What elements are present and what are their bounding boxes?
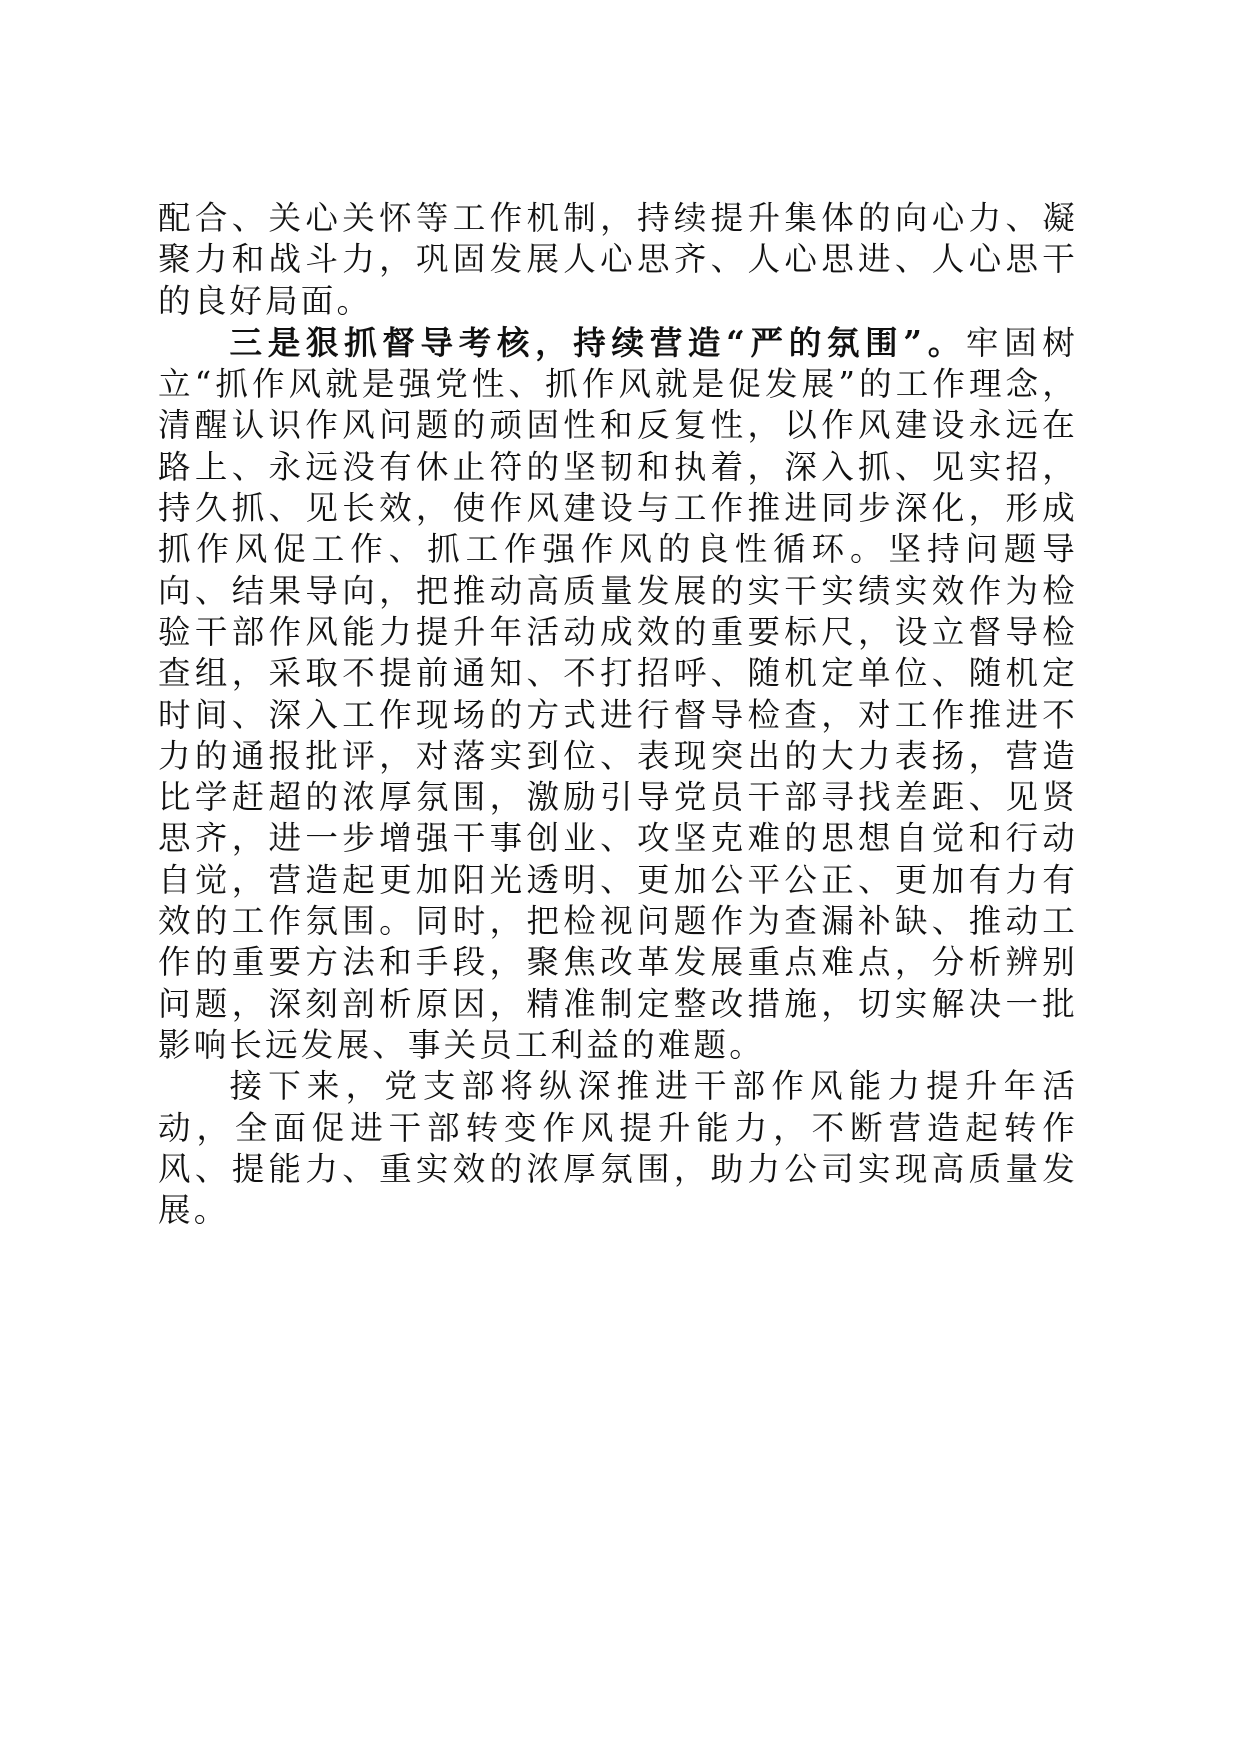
paragraph-conclusion: [158, 1066, 1078, 1231]
paragraph-lead-heading: 三是狠抓督导考核，持续营造“严的氛围”。: [229, 322, 966, 362]
document-body: [158, 198, 1078, 1231]
paragraph-supervision: [158, 322, 1078, 1066]
paragraph-text: 接下来，党支部将纵深推进干部作风能力提升年活动，全面促进干部转变作风提升能力，不断营造起转作风、提能力、重实效的浓厚氛围，助力公司实现高质量发展。: [158, 1067, 1078, 1230]
paragraph-continuation: [158, 198, 1078, 322]
paragraph-text: 牢固树立“抓作风就是强党性、抓作风就是促发展”的工作理念，清醒认识作风问题的顽固性和反复性，以作风建设永远在路上、永远没有休止符的坚韧和执着，深入抓、见实招，持久抓、见长效，使作风建设与工作推进同步深化，形成抓作风促工作、抓工作强作风的良性循环。坚持问题导向、结果导向，把推动高质量发展的实干实绩实效作为检验干部作风能力提升年活动成效的重要标尺，设立督导检查组，采取不提前通知、不打招呼、随机定单位、随机定时间、深入工作现场的方式进行督导检查，对工作推进不力的通报批评，对落实到位、表现突出的大力表扬，营造比学赶超的浓厚氛围，激励引导党员干部寻找差距、见贤思齐，进一步增强干事创业、攻坚克难的思想自觉和行动自觉，营造起更加阳光透明、更加公平公正、更加有力有效的工作氛围。同时，把检视问题作为查漏补缺、推动工作的重要方法和手段，聚焦改革发展重点难点，分析辨别问题，深刻剖析原因，精准制定整改措施，切实解决一批影响长远发展、事关员工利益的难题。: [158, 323, 1078, 1064]
paragraph-text: 配合、关心关怀等工作机制，持续提升集体的向心力、凝聚力和战斗力，巩固发展人心思齐、人心思进、人心思干的良好局面。: [158, 199, 1078, 320]
